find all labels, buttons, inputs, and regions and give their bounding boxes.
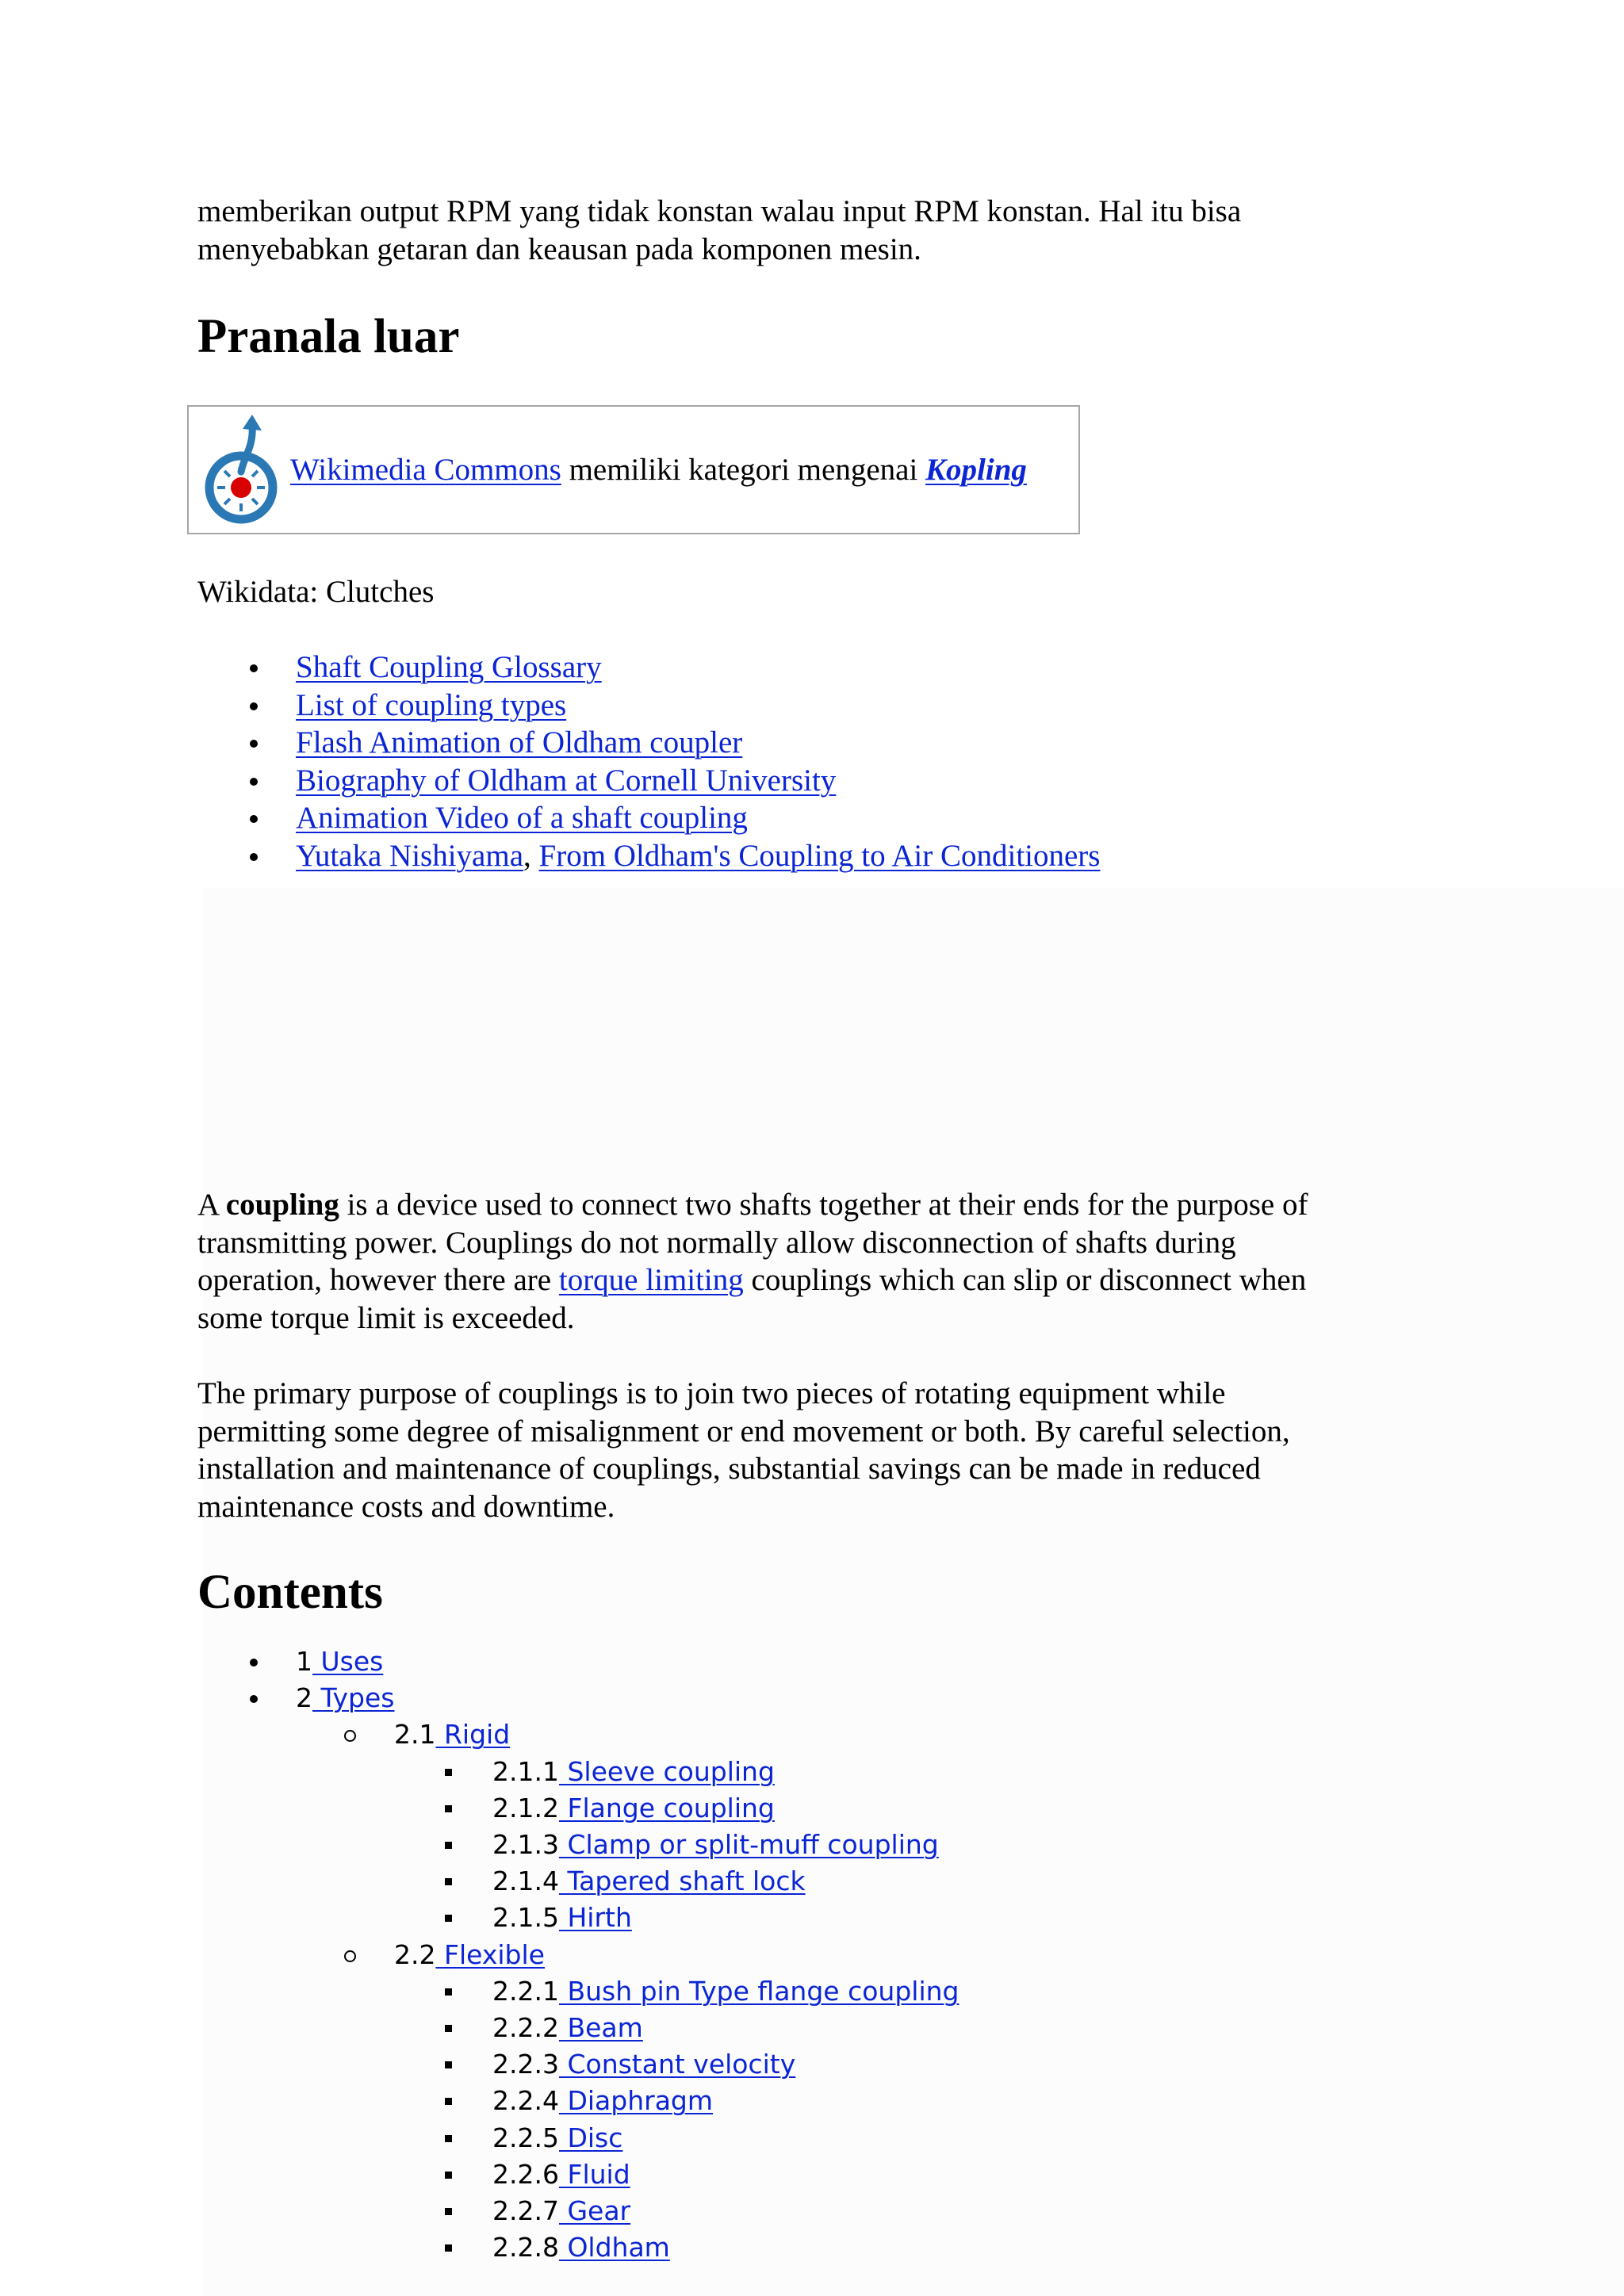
toc-link[interactable]: Fluid (558, 2158, 630, 2190)
list-item (197, 837, 1387, 875)
toc-item (197, 2083, 1308, 2119)
link-biography-oldham[interactable]: Biography of Oldham at Cornell University (296, 763, 837, 798)
link-animation-video[interactable]: Animation Video of a shaft coupling (296, 801, 748, 835)
p2-line-3: installation and maintenance of couplings, substantial savings can be made in reduced (197, 1452, 1261, 1486)
toc-item (197, 2120, 1308, 2156)
list-item (197, 687, 1387, 725)
external-links-list (197, 649, 1387, 874)
toc-item (197, 1790, 1308, 1827)
commons-mid-text: memiliki kategori mengenai (561, 453, 926, 487)
toc-number: 2.1.3 (492, 1829, 559, 1861)
link-list-of-coupling-types[interactable]: List of coupling types (296, 687, 567, 722)
p1-line-3-pre: operation, however there are (197, 1263, 559, 1297)
toc-number: 2.1.1 (492, 1755, 559, 1787)
toc-item (197, 2229, 1308, 2266)
toc-link[interactable]: Disc (558, 2122, 623, 2153)
intro-paragraph (197, 193, 1241, 268)
toc-number: 2.2.8 (492, 2232, 559, 2263)
table-of-contents (197, 1644, 1308, 2266)
toc-item (197, 2156, 1308, 2193)
contents-heading: Contents (197, 1566, 383, 1619)
toc-item (197, 1863, 1308, 1900)
toc-item (197, 1900, 1308, 1936)
toc-link[interactable]: Flange coupling (558, 1792, 775, 1823)
toc-link[interactable]: Rigid (435, 1719, 511, 1751)
toc-number: 2.2.1 (492, 1975, 559, 2007)
p1-line-3-post: couplings which can slip or disconnect when (743, 1263, 1307, 1297)
torque-limiting-link[interactable]: torque limiting (558, 1263, 744, 1297)
p1-line-4: some torque limit is exceeded. (197, 1300, 575, 1335)
toc-link[interactable]: Beam (558, 2012, 643, 2044)
intro-line-2: menyebabkan getaran dan keausan pada komponen mesin. (197, 232, 921, 266)
toc-number: 2 (296, 1682, 312, 1714)
toc-item (197, 1827, 1308, 1863)
toc-number: 2.2.4 (492, 2085, 559, 2117)
intro-line-1: memberikan output RPM yang tidak konstan walau input RPM konstan. Hal itu bisa (197, 194, 1242, 228)
toc-number: 2.2.2 (492, 2012, 559, 2044)
wikimedia-commons-icon[interactable] (197, 415, 285, 526)
toc-number: 2.1.5 (492, 1902, 559, 1934)
toc-item (197, 1973, 1308, 2010)
list-item (197, 799, 1387, 837)
toc-number: 2.2.3 (492, 2049, 559, 2080)
toc-link[interactable]: Bush pin Type flange coupling (558, 1975, 959, 2007)
toc-item (197, 1937, 1308, 1973)
list-item (197, 649, 1387, 687)
p2-line-4: maintenance costs and downtime. (197, 1489, 615, 1524)
toc-item (197, 2046, 1308, 2083)
toc-number: 2.2.6 (492, 2158, 559, 2190)
link-flash-animation-oldham[interactable]: Flash Animation of Oldham coupler (296, 725, 743, 760)
p1-pre: A (197, 1188, 226, 1222)
toc-item (197, 1644, 1308, 1680)
toc-item (197, 2193, 1308, 2229)
link-oldham-air-conditioners[interactable]: From Oldham's Coupling to Air Conditioners (538, 838, 1101, 873)
toc-link[interactable]: Sleeve coupling (558, 1755, 775, 1787)
toc-link[interactable]: Clamp or split-muff coupling (558, 1829, 939, 1861)
list-item (197, 724, 1387, 762)
toc-item (197, 1754, 1308, 1790)
p2-line-1: The primary purpose of couplings is to join two pieces of rotating equipment while (197, 1376, 1226, 1410)
commons-category-link[interactable]: Kopling (925, 453, 1027, 487)
link-shaft-coupling-glossary[interactable]: Shaft Coupling Glossary (296, 650, 602, 684)
toc-item (197, 1680, 1308, 1716)
article-paragraph-2 (197, 1375, 1466, 1525)
commons-link[interactable]: Wikimedia Commons (290, 453, 561, 487)
toc-link[interactable]: Types (312, 1682, 395, 1714)
toc-link[interactable]: Gear (558, 2195, 631, 2227)
toc-list (197, 1644, 1308, 2266)
toc-link[interactable]: Tapered shaft lock (558, 1866, 806, 1897)
toc-number: 2.2 (394, 1938, 436, 1970)
p1-line-3 (197, 1261, 1466, 1299)
toc-link[interactable]: Oldham (558, 2232, 670, 2263)
p2-line-2: permitting some degree of misalignment or end movement or both. By careful selection, (197, 1414, 1290, 1448)
list-item (197, 762, 1387, 800)
pranala-heading: Pranala luar (197, 310, 460, 363)
p1-line-1 (197, 1186, 1466, 1224)
p1-line-1-rest: is a device used to connect two shafts together at their ends for the purpose of (339, 1188, 1308, 1222)
toc-number: 2.2.7 (492, 2195, 559, 2227)
toc-link[interactable]: Flexible (435, 1938, 545, 1970)
toc-link[interactable]: Hirth (558, 1902, 632, 1934)
toc-link[interactable]: Constant velocity (558, 2049, 796, 2080)
link-yutaka-nishiyama[interactable]: Yutaka Nishiyama (296, 838, 524, 873)
toc-link[interactable]: Diaphragm (558, 2085, 714, 2117)
toc-number: 2.1 (394, 1719, 436, 1751)
toc-number: 2.1.4 (492, 1866, 559, 1897)
toc-item (197, 1716, 1308, 1753)
wikidata-line: Wikidata: Clutches (197, 575, 435, 609)
toc-number: 2.2.5 (492, 2122, 559, 2153)
toc-number: 1 (296, 1646, 312, 1677)
article-paragraph-1 (197, 1186, 1466, 1337)
toc-link[interactable]: Uses (312, 1646, 384, 1677)
coupling-term: coupling (225, 1188, 339, 1222)
toc-number: 2.1.2 (492, 1792, 559, 1823)
commons-box (187, 405, 1080, 534)
commons-text (290, 451, 1027, 488)
link-separator: , (523, 838, 539, 873)
toc-item (197, 2010, 1308, 2046)
p1-line-2: transmitting power. Couplings do not normally allow disconnection of shafts during (197, 1225, 1236, 1260)
